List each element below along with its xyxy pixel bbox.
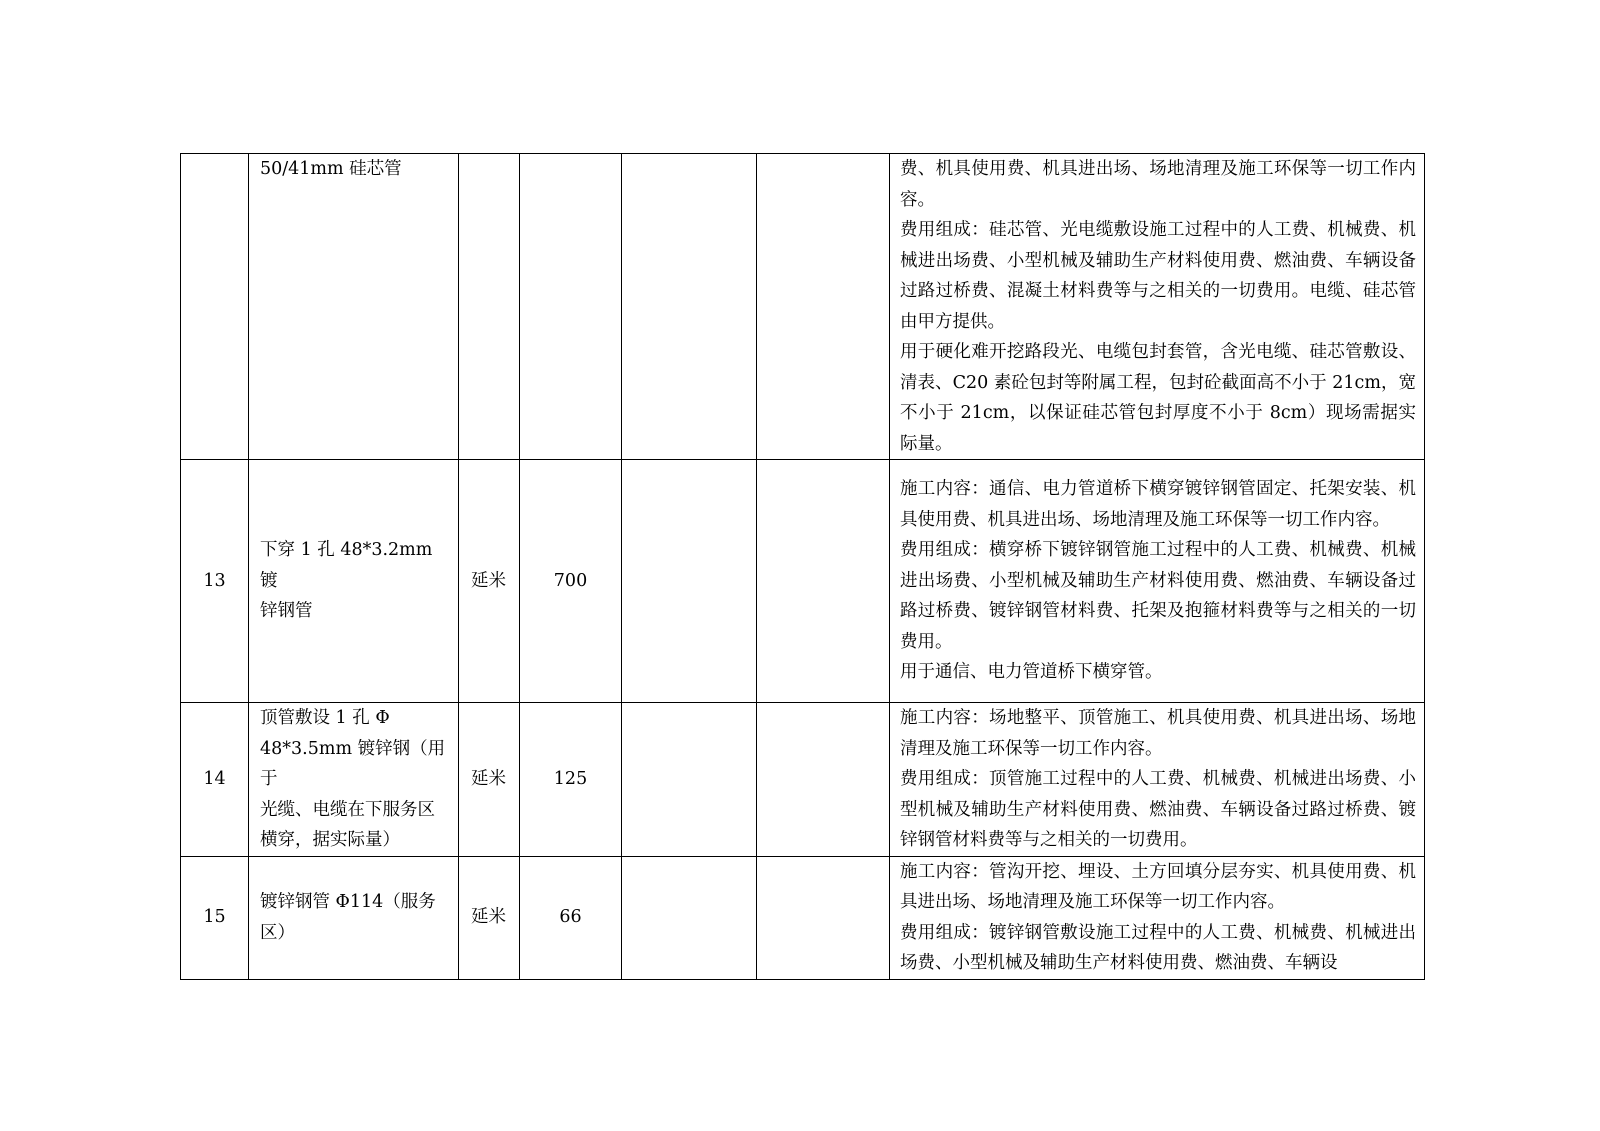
table-row: [181, 460, 1425, 703]
unit-price-cell: [622, 856, 757, 979]
quantity-cell: [520, 154, 622, 460]
item-number-cell: [181, 154, 249, 460]
description-paragraph: 用于通信、电力管道桥下横穿管。: [900, 662, 1163, 683]
item-name-line: 顶管敷设 1 孔 Φ: [260, 708, 390, 728]
total-price-cell: [757, 703, 890, 857]
quantity-cell: 700: [520, 460, 622, 703]
item-name-cell: [249, 856, 459, 979]
item-number-cell: 14: [181, 703, 249, 857]
unit-cell: 延米: [459, 703, 520, 857]
description-paragraph: 用于硬化难开挖路段光、电缆包封套管，含光电缆、硅芯管敷设、清表、C20 素砼包封等附属工程，包封砼截面高不小于 21cm，宽不小于 21cm，以保证硅芯管包封厚度不小于 8cm）现场需据实际量。: [900, 342, 1416, 454]
total-price-cell: [757, 154, 890, 460]
unit-cell: 延米: [459, 460, 520, 703]
description-paragraph: 施工内容：场地整平、顶管施工、机具使用费、机具进出场、场地清理及施工环保等一切工作内容。: [900, 708, 1416, 759]
description-cell: [890, 703, 1425, 857]
unit-cell: 延米: [459, 856, 520, 979]
description-paragraph: 施工内容：通信、电力管道桥下横穿镀锌钢管固定、托架安装、机具使用费、机具进出场、场地清理及施工环保等一切工作内容。: [900, 479, 1416, 530]
item-name-cell: [249, 154, 459, 460]
item-name-line: 光缆、电缆在下服务区: [260, 799, 435, 820]
description-paragraph: 施工内容：管沟开挖、埋设、土方回填分层夯实、机具使用费、机具进出场、场地清理及施工环保等一切工作内容。: [900, 861, 1416, 912]
description-paragraph: 费用组成：横穿桥下镀锌钢管施工过程中的人工费、机械费、机械进出场费、小型机械及辅助生产材料使用费、燃油费、车辆设备过路过桥费、镀锌钢管材料费、托架及抱箍材料费等与之相关的一切费用。: [900, 540, 1416, 652]
table-row: [181, 154, 1425, 460]
quantity-cell: 125: [520, 703, 622, 857]
item-name-line: 镀锌钢管 Φ114（服务: [260, 892, 436, 912]
quantity-cell: 66: [520, 856, 622, 979]
item-name-cell: [249, 460, 459, 703]
total-price-cell: [757, 856, 890, 979]
description-cell: [890, 154, 1425, 460]
description-paragraph: 费、机具使用费、机具进出场、场地清理及施工环保等一切工作内容。: [900, 159, 1416, 210]
description-cell: [890, 460, 1425, 703]
item-number-cell: 15: [181, 856, 249, 979]
unit-price-cell: [622, 703, 757, 857]
item-name-line: 横穿，据实际量）: [260, 830, 400, 850]
description-paragraph: 费用组成：镀锌钢管敷设施工过程中的人工费、机械费、机械进出场费、小型机械及辅助生产材料使用费、燃油费、车辆设: [900, 922, 1416, 973]
item-name-line: 48*3.5mm 镀锌钢（用于: [260, 738, 446, 789]
bill-of-quantities-table: [180, 153, 1425, 980]
table-row: [181, 856, 1425, 979]
item-name-line: 锌钢管: [260, 601, 313, 622]
table-row: [181, 703, 1425, 857]
unit-cell: [459, 154, 520, 460]
item-name-line: 下穿 1 孔 48*3.2mm 镀: [260, 540, 433, 591]
unit-price-cell: [622, 154, 757, 460]
unit-price-cell: [622, 460, 757, 703]
item-name-line: 区）: [260, 922, 295, 943]
item-name-cell: [249, 703, 459, 857]
item-name-line: 50/41mm 硅芯管: [260, 159, 402, 179]
description-paragraph: 费用组成：硅芯管、光电缆敷设施工过程中的人工费、机械费、机械进出场费、小型机械及辅助生产材料使用费、燃油费、车辆设备过路过桥费、混凝土材料费等与之相关的一切费用。电缆、硅芯管由甲方提供。: [900, 220, 1416, 332]
item-number-cell: 13: [181, 460, 249, 703]
total-price-cell: [757, 460, 890, 703]
description-cell: [890, 856, 1425, 979]
description-paragraph: 费用组成：顶管施工过程中的人工费、机械费、机械进出场费、小型机械及辅助生产材料使用费、燃油费、车辆设备过路过桥费、镀锌钢管材料费等与之相关的一切费用。: [900, 769, 1416, 850]
